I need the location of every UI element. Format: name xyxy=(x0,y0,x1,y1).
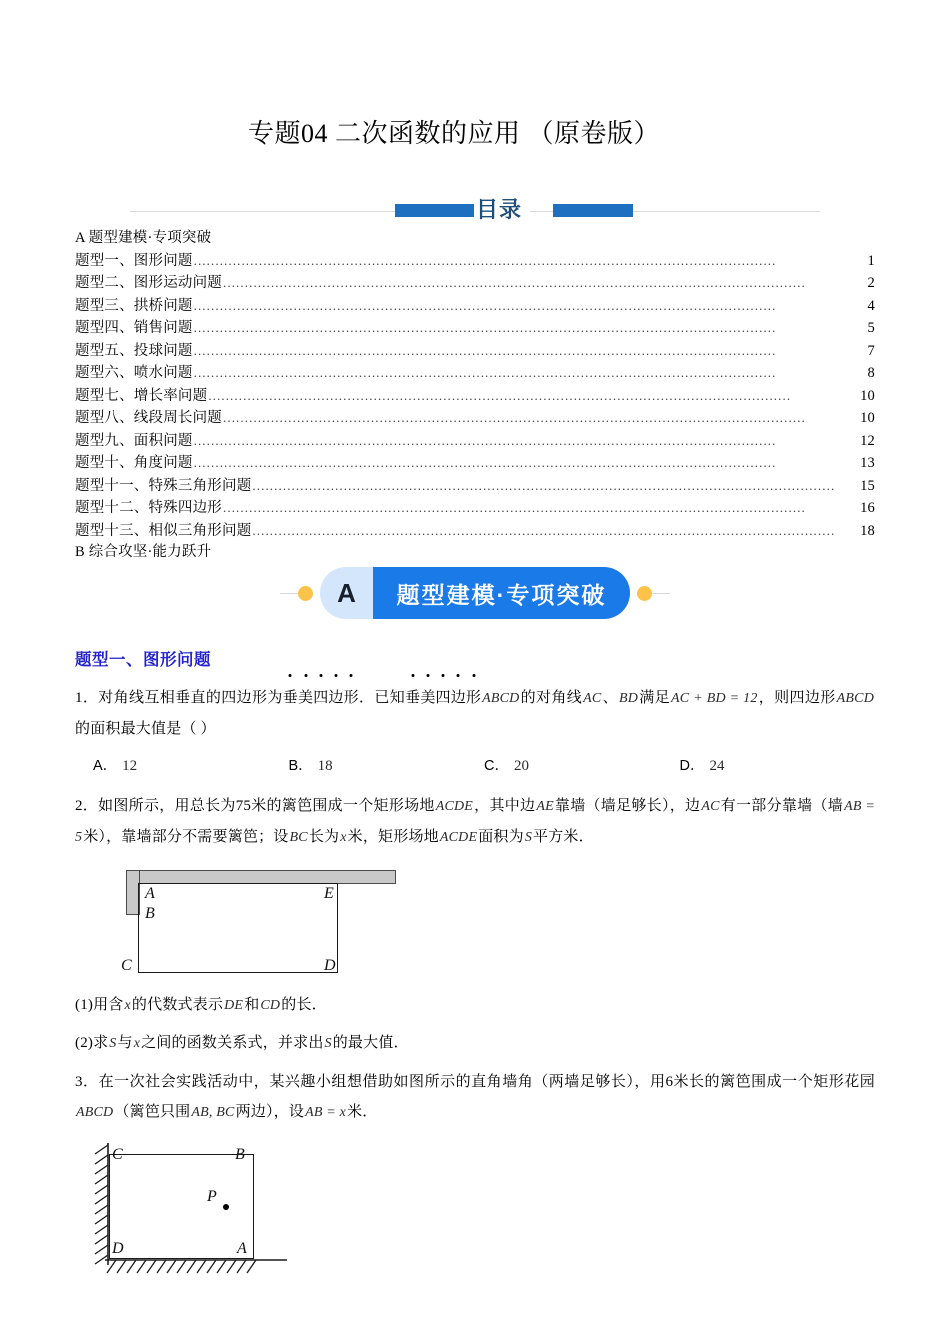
math-s: S xyxy=(109,1036,117,1051)
toc-leader-dots: ...................................................................................................................................... xyxy=(223,410,806,425)
p3-t1: 在一次社会实践活动中，某兴趣小组想借助如图所示的直角墙角（两墙足够长），用 xyxy=(98,1074,666,1090)
p2s2-a: (2)求 xyxy=(75,1035,109,1051)
toc-entry-page: 15 xyxy=(860,477,875,494)
p2s1-d: 的长． xyxy=(281,997,327,1013)
problem-text-b: ．已知 xyxy=(358,690,406,706)
point-p-marker xyxy=(223,1204,229,1210)
toc-entry-6[interactable] xyxy=(75,362,875,385)
wall-hatch-left-icon xyxy=(93,1143,109,1265)
toc-entry-label: 题型三、拱桥问题 xyxy=(75,297,193,314)
toc-entry-label: 题型十三、相似三角形问题 xyxy=(75,522,252,539)
toc-entry-page: 5 xyxy=(867,320,875,336)
p3-t4: 两边），设 xyxy=(235,1104,305,1120)
toc-entry-page: 4 xyxy=(867,297,875,314)
toc-leader-dots: ...................................................................................................................................... xyxy=(223,500,806,515)
p2s2-d: 的最大值． xyxy=(332,1035,409,1051)
toc-entry-9[interactable] xyxy=(75,430,875,453)
toc-leader-dots: ...................................................................................................................................... xyxy=(252,522,836,538)
math-x: x xyxy=(133,1036,141,1051)
toc-entry-label: 题型十二、特殊四边形 xyxy=(75,500,222,516)
figure-rectangle-acde xyxy=(93,865,393,985)
toc-entry-label: 题型七、增长率问题 xyxy=(75,387,208,404)
figure-label-d: D xyxy=(324,957,336,974)
math-x: x xyxy=(124,998,131,1013)
math-acde: ACDE xyxy=(435,799,474,814)
option-c-value: 20 xyxy=(513,758,529,774)
p2-t7: 长为 xyxy=(308,829,340,845)
toc-leader-dots: ...................................................................................................................................... xyxy=(193,455,777,470)
toc-entry-label: 题型一、图形问题 xyxy=(75,252,193,269)
rectangle-acde xyxy=(138,883,338,973)
p2-t6: 米），靠墙部分不需要篱笆；设 xyxy=(83,829,289,845)
problem-1-text: 1．对角线互相垂直的四边形为垂美四边形．已知垂美四边形ABCD的对角线AC、BD满足AC + BD = 12，则四边形ABCD的面积最大值是（ ） xyxy=(75,683,875,744)
toc-entry-4[interactable] xyxy=(75,317,875,340)
math-ac: AC xyxy=(583,691,602,706)
p2-t3: ，其中边 xyxy=(474,798,536,814)
p2s1-b: 的代数式表示 xyxy=(131,997,224,1013)
p2s2-b: 与 xyxy=(117,1035,133,1051)
toc-entry-page: 7 xyxy=(867,342,875,359)
math-ab-eq-x: AB = x xyxy=(305,1105,347,1120)
math-s-2: S xyxy=(324,1036,332,1051)
option-d-letter: D． xyxy=(679,758,705,774)
p2-t10: 平方米． xyxy=(533,829,594,845)
p2s1-c: 和 xyxy=(244,997,260,1013)
banner-dot-right-icon xyxy=(637,586,652,601)
toc-leader-dots: ...................................................................................................................................... xyxy=(193,297,777,313)
toc-leader-dots: ...................................................................................................................................... xyxy=(193,365,777,380)
problem-2-sub-1 xyxy=(75,991,875,1020)
option-b-value: 18 xyxy=(317,758,333,774)
math-s: S xyxy=(524,830,533,845)
toc-entry-page: 10 xyxy=(860,387,875,404)
toc-bar-left xyxy=(395,204,475,217)
options-row xyxy=(75,754,875,775)
toc-entry-11[interactable] xyxy=(75,475,875,498)
p3-t5: 米． xyxy=(347,1104,378,1120)
option-a-letter: A． xyxy=(93,758,118,774)
question-type-heading: 题型一、图形问题 xyxy=(75,650,211,669)
toc-entry-10[interactable] xyxy=(75,452,875,475)
problem-text-d: 、 xyxy=(602,690,619,706)
toc-leader-dots: ...................................................................................................................................... xyxy=(208,387,792,403)
banner-letter: A xyxy=(320,567,373,619)
math-abcd: ABCD xyxy=(76,1105,114,1120)
toc-entry-1[interactable] xyxy=(75,250,875,273)
problem-text-g: 则四边形 xyxy=(774,690,836,706)
math-bc: BC xyxy=(289,830,308,845)
toc-entry-page: 8 xyxy=(867,365,875,381)
toc-entry-13[interactable] xyxy=(75,520,875,543)
toc-leader-dots: ...................................................................................................................................... xyxy=(193,432,777,448)
p2-t1: 如图所示，用总长为 xyxy=(98,798,236,814)
toc-entry-page: 16 xyxy=(860,500,875,516)
option-b-letter: B． xyxy=(288,758,313,774)
toc-entry-2[interactable] xyxy=(75,272,875,295)
problem-text-e: 满足 xyxy=(639,690,671,706)
p3-value-6: 6 xyxy=(665,1074,674,1090)
toc-entry-label: 题型五、投球问题 xyxy=(75,342,193,359)
toc-leader-dots: ...................................................................................................................................... xyxy=(193,342,777,358)
toc-entry-page: 1 xyxy=(867,252,875,269)
math-condition: AC + BD = 12 xyxy=(671,691,758,706)
problem-text-c: 的对角线 xyxy=(520,690,583,706)
p3-t2: 米长的篱笆围成一个矩形花园 xyxy=(673,1074,876,1090)
toc-bar-right xyxy=(553,204,633,217)
problem-number: 2． xyxy=(75,798,99,814)
option-c-letter: C． xyxy=(484,758,509,774)
p3-t3: （篱笆只围 xyxy=(114,1104,191,1120)
toc-leader-dots: ...................................................................................................................................... xyxy=(193,320,777,335)
p2-t5: 有一部分靠墙（墙 xyxy=(720,798,844,814)
problem-text-h: 的面积最大值是（ ） xyxy=(75,721,216,737)
toc-entry-page: 12 xyxy=(860,432,875,449)
toc-entry-page: 13 xyxy=(860,455,875,471)
option-a[interactable] xyxy=(93,754,289,775)
figure-rectangle-abcd-corner xyxy=(85,1138,315,1278)
figure-label-a: A xyxy=(237,1240,247,1257)
toc-entry-label: 题型九、面积问题 xyxy=(75,432,193,449)
toc-entry-page: 2 xyxy=(867,275,875,291)
figure-label-b: B xyxy=(235,1146,245,1163)
banner-dot-left-icon xyxy=(298,586,313,601)
toc-entry-5[interactable] xyxy=(75,340,875,363)
toc-leader-dots: ...................................................................................................................................... xyxy=(252,477,836,493)
figure-label-d: D xyxy=(112,1240,124,1257)
option-b[interactable] xyxy=(289,754,485,775)
p2-t8: 米，矩形场地 xyxy=(347,829,439,845)
toc-entry-page: 18 xyxy=(860,522,875,539)
option-a-value: 12 xyxy=(122,758,138,774)
toc-entry-7[interactable] xyxy=(75,385,875,408)
toc-entry-3[interactable] xyxy=(75,295,875,318)
figure-label-a: A xyxy=(145,885,155,902)
option-c[interactable] xyxy=(484,754,680,775)
p2-t2: 米的篱笆围成一个矩形场地 xyxy=(251,798,435,814)
problem-2-text xyxy=(75,791,875,853)
math-cd: CD xyxy=(260,998,281,1013)
math-abcd-2: ABCD xyxy=(836,691,875,706)
problem-text-f: ， xyxy=(758,690,775,706)
toc-leader-dots: ...................................................................................................................................... xyxy=(223,275,806,290)
toc-header xyxy=(75,196,875,226)
main-content xyxy=(75,646,875,1284)
toc-entry-12[interactable] xyxy=(75,497,875,520)
problem-number: 3． xyxy=(75,1074,99,1090)
problem-text-a: 对角线互相垂直的四边形为 xyxy=(98,690,283,706)
figure-label-p: P xyxy=(207,1188,217,1205)
p2-value-75: 75 xyxy=(235,798,252,814)
toc-entry-label: 题型六、喷水问题 xyxy=(75,365,193,381)
toc-leader-dots: ...................................................................................................................................... xyxy=(193,252,777,268)
toc-entry-label: 题型十一、特殊三角形问题 xyxy=(75,477,252,494)
page-title: 专题04 二次函数的应用 （原卷版） xyxy=(248,119,661,148)
figure-label-e: E xyxy=(324,885,334,902)
figure-label-c: C xyxy=(112,1146,123,1163)
p2-t4: 靠墙（墙足够长），边 xyxy=(554,798,701,814)
toc-rule-left xyxy=(130,211,420,212)
math-ac: AC xyxy=(701,799,720,814)
math-ab-bc: AB, BC xyxy=(191,1105,235,1120)
math-ab-eq-5: AB = 5 xyxy=(75,799,876,845)
p2-t9: 面积为 xyxy=(478,829,524,845)
p2s2-c: 之间的函数关系式，并求出 xyxy=(141,1035,324,1051)
toc-list xyxy=(75,228,875,564)
math-acde-2: ACDE xyxy=(439,830,478,845)
banner-text: 题型建模·专项突破 xyxy=(373,567,630,619)
math-abcd: ABCD xyxy=(482,691,520,706)
problem-2-sub-2 xyxy=(75,1029,875,1058)
p2s1-a: (1)用含 xyxy=(75,997,124,1013)
option-d[interactable] xyxy=(680,754,876,775)
math-ae: AE xyxy=(536,799,554,814)
figure-label-b: B xyxy=(145,905,155,922)
problem-number: 1． xyxy=(75,690,99,706)
toc-entry-label: 题型四、销售问题 xyxy=(75,320,193,336)
toc-entry-label: 题型八、线段周长问题 xyxy=(75,410,222,426)
wall-hatch-bottom-icon xyxy=(105,1259,287,1274)
math-bd: BD xyxy=(619,691,639,706)
wall-horizontal xyxy=(126,870,396,884)
toc-heading: 目录 xyxy=(474,193,524,224)
toc-entry-page: 10 xyxy=(860,410,875,426)
math-de: DE xyxy=(224,998,244,1013)
figure-label-c: C xyxy=(121,957,132,974)
toc-entry-label: 题型二、图形运动问题 xyxy=(75,275,222,291)
section-banner xyxy=(280,562,670,624)
toc-section-b: B 综合攻坚·能力跃升 xyxy=(75,544,212,560)
rectangle-abcd xyxy=(109,1154,254,1259)
problem-3-text xyxy=(75,1067,875,1128)
banner-pill xyxy=(320,567,630,619)
option-d-value: 24 xyxy=(709,758,725,774)
math-x: x xyxy=(340,830,347,845)
toc-entry-8[interactable] xyxy=(75,407,875,430)
toc-entry-label: 题型十、角度问题 xyxy=(75,455,193,471)
toc-section-a: A 题型建模·专项突破 xyxy=(75,230,212,246)
